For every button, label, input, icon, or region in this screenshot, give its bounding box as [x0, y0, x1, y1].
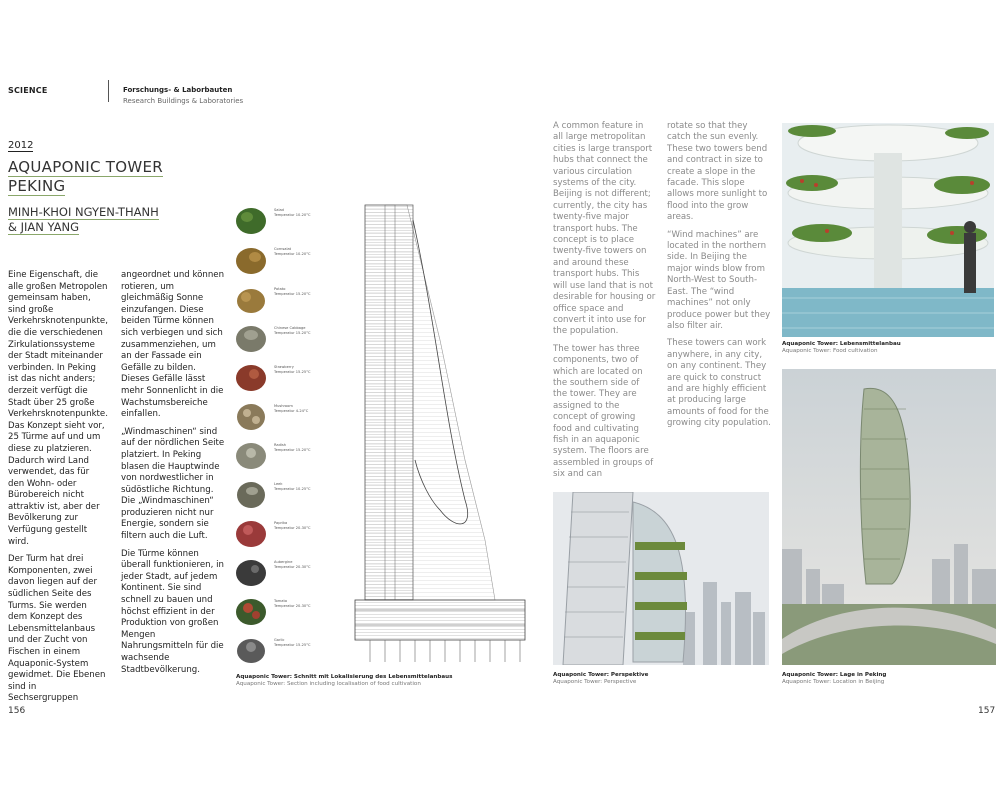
perspective-image: [553, 492, 769, 665]
english-text-column-1: [553, 121, 656, 487]
section-caption-english: Aquaponic Tower: Section including localisation of food cultivation: [236, 681, 421, 687]
plant-icon: [234, 595, 268, 629]
plant-icon: [234, 322, 268, 356]
project-year: 2012: [8, 140, 34, 151]
german-text-column-1: [8, 270, 108, 711]
title-line-1: AQUAPONIC TOWER: [8, 158, 163, 176]
plant-name: Aubergine: [274, 560, 293, 564]
plant-name: Strawberry: [274, 365, 294, 369]
plant-name: Paprika: [274, 521, 288, 525]
plant-temp: Temperatur 15-25°C: [274, 643, 311, 647]
food-caption-english: Aquaponic Tower: Food cultivation: [782, 348, 878, 354]
plant-temp: Temperatur 20-30°C: [274, 526, 311, 530]
food-caption-title: Aquaponic Tower: Lebensmittelanbau: [782, 341, 901, 347]
authors-line-2: & JIAN YANG: [8, 220, 80, 234]
page-number-left: 156: [8, 706, 26, 716]
location-caption-title: Aquaponic Tower: Lage in Peking: [782, 672, 887, 678]
plant-temp: Temperatur 20-30°C: [274, 565, 311, 569]
german-text-column-2: [121, 270, 225, 682]
plant-name: Mushroom: [274, 404, 293, 408]
plant-icon: [234, 204, 268, 238]
plant-icon: [234, 478, 268, 512]
plant-icon: [234, 556, 268, 590]
location-caption-english: Aquaponic Tower: Location in Beijing: [782, 679, 885, 685]
tower-section-drawing: [345, 200, 535, 665]
plant-temp: Temperatur 15-20°C: [274, 331, 311, 335]
plant-temp: Temperatur 20-30°C: [274, 604, 311, 608]
english-paragraph: These towers can work anywhere, in any city, on any continent. They are quick to construct and are highly efficient at producing large amounts of food for the growing city population.: [667, 338, 771, 429]
authors-line-1: MINH-KHOI NGYEN-THANH: [8, 205, 159, 219]
plant-temp: Temperatur 15-20°C: [274, 292, 311, 296]
plant-name: Leek: [274, 482, 283, 486]
plant-temp: Temperatur 10-25°C: [274, 487, 311, 491]
plant-icon: [234, 517, 268, 551]
project-authors: [8, 205, 168, 235]
plant-temp: Temperatur 10-20°C: [274, 213, 311, 217]
plant-name: Radish: [274, 443, 287, 447]
german-paragraph: „Windmaschinen“ sind auf der nördlichen Seite platziert. In Peking blasen die Hauptwinde von nordwestlicher in südöstliche Richtung. Die „Windmaschinen“ produzieren nicht nur Energie, sondern sie filtern auch die Luft.: [121, 426, 225, 542]
category-german: Forschungs- & Laborbauten: [123, 86, 233, 94]
plant-temp: Temperatur 15-25°C: [274, 370, 311, 374]
plant-temp: Temperatur 15-20°C: [274, 448, 311, 452]
plant-name: Salad: [274, 208, 284, 212]
plant-name: Cornsalat: [274, 247, 292, 251]
plant-icon: [234, 400, 268, 434]
german-paragraph: Eine Eigenschaft, die alle großen Metropolen gemeinsam haben, sind große Verkehrsknotenpunkte, die die verschiedenen Zirkulationssysteme der Stadt miteinander verbinden. In Peking ist das nicht anders; derzeit verfügt die Stadt über 25 große Verkehrsknotenpunkte. Das Konzept sieht vor, 25 Türme auf und um diese zu platzieren. Dadurch wird Land verwendet, das für den Wohn- oder Bürobereich nicht attraktiv ist, aber der Bevölkerung zur Verfügung gestellt wird.: [8, 270, 108, 547]
plant-icon: [234, 283, 268, 317]
english-paragraph: The tower has three components, two of which are located on the southern side of the tower. They are assigned to the concept of growing food and cultivating fish in an aquaponic system. The floors are assembled in groups of six and can: [553, 343, 654, 480]
english-paragraph: A common feature in all large metropolitan cities is large transport hubs that connect the various circulation systems of the city. Beijing is not different; currently, the city has twenty-five major transport hubs. The concept is to place twenty-five towers on and around these transport hubs. This will use land that is not desirable for housing or office space and convert it into use for the population.: [553, 121, 656, 337]
plant-temp: Temperatur 10-20°C: [274, 252, 311, 256]
plant-icon: [234, 243, 268, 277]
plant-name: Potato: [274, 287, 286, 291]
project-title: [8, 158, 168, 196]
perspective-caption-english: Aquaponic Tower: Perspective: [553, 679, 637, 685]
plant-name: Tomato: [274, 599, 288, 603]
food-cultivation-image: [782, 123, 994, 337]
plant-icon: [234, 634, 268, 668]
plant-temp: Temperatur 4-24°C: [274, 409, 309, 413]
plant-icon: [234, 361, 268, 395]
title-line-2: PEKING: [8, 177, 66, 195]
header-divider: [108, 80, 109, 102]
location-image: [782, 369, 996, 665]
plant-name: Chinese Cabbage: [274, 326, 306, 330]
german-paragraph: Die Türme können überall funktionieren, in jeder Stadt, auf jedem Kontinent. Sie sind schnell zu bauen und höchst effizient in der Produktion von großen Mengen Nahrungsmitteln für die wachsende Stadtbevölkerung.: [121, 548, 224, 675]
perspective-caption-title: Aquaponic Tower: Perspektive: [553, 672, 649, 678]
plant-name: Garlic: [274, 638, 285, 642]
section-label: SCIENCE: [8, 86, 48, 95]
page-number-right: 157: [978, 706, 996, 716]
german-paragraph: angeordnet und können rotieren, um gleichmäßig Sonne einzufangen. Diese beiden Türme können sich verbiegen und sich zusammenziehen, um an der Fassade ein Gefälle zu bilden. Dieses Gefälle lässt mehr Sonnenlicht in die Wachstumsbereiche einfallen.: [121, 270, 225, 420]
english-paragraph: “Wind machines” are located in the northern side. In Beijing the major winds blow from North-West to South-East. The “wind machines” not only produce power but they also filter air.: [667, 229, 771, 331]
english-paragraph: rotate so that they catch the sun evenly. These two towers bend and contract in size to create a slope in the facade. This slope allows more sunlight to flood into the grow areas.: [667, 121, 768, 223]
category-english: Research Buildings & Laboratories: [123, 97, 244, 105]
german-paragraph: Der Turm hat drei Komponenten, zwei davon liegen auf der südlichen Seite des Turms. Sie werden dem Konzept des Lebensmittelanbaus und der Zucht von Fischen in einem Aquaponic-System gewidmet. Die Ebenen sind in Sechsergruppen: [8, 554, 106, 704]
section-caption-title: Aquaponic Tower: Schnitt mit Lokalisierung des Lebensmittelanbaus: [236, 674, 453, 680]
english-text-column-2: [667, 121, 771, 436]
plant-icon: [234, 439, 268, 473]
